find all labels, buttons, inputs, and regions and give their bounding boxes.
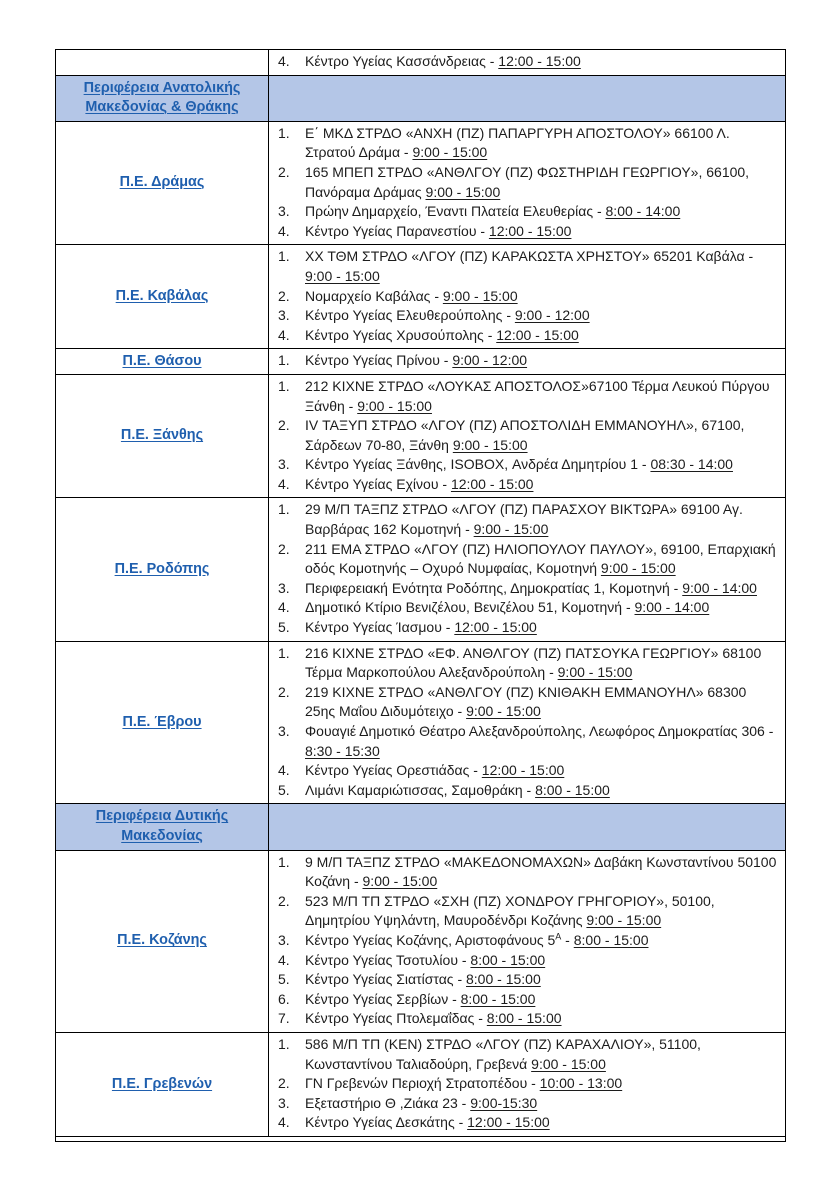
item-number: 1. xyxy=(278,853,290,870)
item-text: Κέντρο Υγείας Κασσάνδρειας - 12:00 - 15:00 xyxy=(305,53,581,69)
item-number: 4. xyxy=(278,951,290,968)
list-item xyxy=(269,1094,779,1114)
hours-range: 8:00 - 15:00 xyxy=(460,990,536,1007)
empty-cell xyxy=(269,75,786,121)
region-name-cell xyxy=(56,349,269,375)
list-item xyxy=(269,306,779,326)
hours-range: 12:00 - 15:00 xyxy=(450,475,534,492)
region-link[interactable]: Π.Ε. Δράμας xyxy=(119,174,205,191)
table-bottom-rule xyxy=(56,1136,786,1141)
item-number: 3. xyxy=(278,203,290,220)
list-item xyxy=(269,500,779,539)
region-header-link[interactable]: Περιφέρεια Ανατολικής Μακεδονίας & Θράκης xyxy=(83,79,241,116)
item-text: Κέντρο Υγείας Παρανεστίου - 12:00 - 15:00 xyxy=(305,222,572,239)
hours-range: 9:00-15:30 xyxy=(470,1094,538,1111)
item-number: 4. xyxy=(278,326,290,343)
item-text: 211 ΕΜΑ ΣΤΡΔΟ «ΛΓΟΥ (ΠΖ) ΗΛΙΟΠΟΥΛΟΥ ΠΑΥΛΟΥ», 69100, Επαρχιακή οδός Κομοτηνής – Οχυρό Νυμφαίας, Κομοτηνή 9:00 - 15:00 xyxy=(305,540,776,577)
item-text: 586 Μ/Π ΤΠ (ΚΕΝ) ΣΤΡΔΟ «ΛΓΟΥ (ΠΖ) ΚΑΡΑΧΑΛΙΟΥ», 51100, Κωνσταντίνου Ταλιαδούρη, Γρεβενά 9:00 - 15:00 xyxy=(305,1035,701,1072)
list-item xyxy=(269,475,779,495)
region-name-cell xyxy=(56,641,269,804)
hours-range: 12:00 - 15:00 xyxy=(481,762,565,779)
hours-range: 08:30 - 14:00 xyxy=(650,456,733,473)
hours-range: 9:00 - 15:00 xyxy=(425,183,501,200)
hours-range: 8:00 - 15:00 xyxy=(486,1010,562,1027)
list-item xyxy=(269,377,779,416)
item-text: Κέντρο Υγείας Πτολεμαΐδας - 8:00 - 15:00 xyxy=(305,1010,562,1027)
hours-range: 8:00 - 15:00 xyxy=(535,781,610,798)
item-number: 4. xyxy=(278,599,290,616)
hours-range: 9:00 - 12:00 xyxy=(452,352,528,369)
empty-cell xyxy=(269,804,786,850)
hours-range: 10:00 - 13:00 xyxy=(539,1075,623,1092)
item-text: Κέντρο Υγείας Σερβίων - 8:00 - 15:00 xyxy=(305,990,536,1007)
item-text: Κέντρο Υγείας Ίασμου - 12:00 - 15:00 xyxy=(305,619,537,636)
item-number: 4. xyxy=(278,1114,290,1131)
list-item xyxy=(269,351,779,371)
hours-range: 12:00 - 15:00 xyxy=(454,619,537,636)
hours-range: 12:00 - 15:00 xyxy=(498,53,581,69)
region-link[interactable]: Π.Ε. Γρεβενών xyxy=(111,1075,213,1092)
list-item xyxy=(269,163,779,202)
item-text: Εξεταστήριο Θ ,Ζιάκα 23 - 9:00-15:30 xyxy=(305,1094,538,1111)
list-item xyxy=(269,1035,779,1074)
item-text: ΓΝ Γρεβενών Περιοχή Στρατοπέδου - 10:00 - 13:00 xyxy=(305,1075,623,1092)
list-item xyxy=(269,52,779,72)
list-item xyxy=(269,683,779,722)
region-link[interactable]: Π.Ε. Καβάλας xyxy=(115,288,209,305)
item-text: Νομαρχείο Καβάλας - 9:00 - 15:00 xyxy=(305,287,518,304)
item-number: 3. xyxy=(278,1094,290,1111)
list-item xyxy=(269,326,779,346)
region-header-row xyxy=(56,804,786,850)
schedule-table xyxy=(55,49,786,1142)
item-number: 1. xyxy=(278,644,290,661)
hours-range: 9:00 - 15:00 xyxy=(473,521,549,538)
hours-range: 8:00 - 15:00 xyxy=(466,971,541,988)
list-item xyxy=(269,579,779,599)
table-row xyxy=(56,121,786,245)
hours-range: 9:00 - 15:00 xyxy=(531,1055,606,1072)
sites-list-cell xyxy=(269,245,786,349)
list-item xyxy=(269,416,779,455)
item-text: 29 Μ/Π ΤΑΞΠΖ ΣΤΡΔΟ «ΛΓΟΥ (ΠΖ) ΠΑΡΑΣΧΟΥ ΒΙΚΤΩΡΑ» 69100 Αγ. Βαρβάρας 162 Κομοτηνή - 9:00 - 15:00 xyxy=(305,501,743,538)
hours-range: 9:00 - 15:00 xyxy=(557,664,633,681)
item-text: ΧΧ ΤΘΜ ΣΤΡΔΟ «ΛΓΟΥ (ΠΖ) ΚΑΡΑΚΩΣΤΑ ΧΡΗΣΤΟΥ» 65201 Καβάλα - 9:00 - 15:00 xyxy=(305,248,754,284)
table-row xyxy=(56,641,786,804)
sites-list-cell xyxy=(269,641,786,804)
item-number: 1. xyxy=(278,501,290,518)
item-number: 5. xyxy=(278,619,290,636)
hours-range: 9:00 - 12:00 xyxy=(514,307,590,324)
hours-range: 9:00 - 15:00 xyxy=(586,912,662,929)
sites-list-cell xyxy=(269,498,786,641)
hours-range: 12:00 - 15:00 xyxy=(467,1114,550,1131)
item-text: Δημοτικό Κτίριο Βενιζέλου, Βενιζέλου 51, Κομοτηνή - 9:00 - 14:00 xyxy=(305,599,710,616)
hours-range: 9:00 - 14:00 xyxy=(682,579,757,596)
item-number: 3. xyxy=(278,307,290,324)
list-item xyxy=(269,990,779,1010)
superscript: Α xyxy=(555,931,562,942)
sites-list-cell xyxy=(269,349,786,375)
sites-list-cell xyxy=(269,50,786,76)
list-item xyxy=(269,970,779,990)
item-text: Κέντρο Υγείας Ξάνθης, ISOBOX, Ανδρέα Δημητρίου 1 - 08:30 - 14:00 xyxy=(305,456,733,473)
item-number: 2. xyxy=(278,540,290,557)
item-number: 1. xyxy=(278,248,290,265)
list-item xyxy=(269,761,779,781)
list-item xyxy=(269,853,779,892)
item-text: Πρώην Δημαρχείο, Έναντι Πλατεία Ελευθερίας - 8:00 - 14:00 xyxy=(305,203,681,220)
list-item xyxy=(269,644,779,683)
item-number: 1. xyxy=(278,352,290,369)
hours-range: 9:00 - 15:00 xyxy=(452,436,528,453)
hours-range: 9:00 - 14:00 xyxy=(634,599,710,616)
item-number: 6. xyxy=(278,990,290,1007)
list-item xyxy=(269,124,779,163)
item-text: 219 ΚΙΧΝΕ ΣΤΡΔΟ «ΑΝΘΛΓΟΥ (ΠΖ) ΚΝΙΘΑΚΗ ΕΜΜΑΝΟΥΗΛ» 68300 25ης Μαΐου Διδυμότειχο - 9:00 - 15:00 xyxy=(305,683,747,720)
item-number: 5. xyxy=(278,781,290,798)
item-number: 4. xyxy=(278,475,290,492)
sites-list-cell xyxy=(269,121,786,245)
item-number: 1. xyxy=(278,377,290,394)
item-text: 165 ΜΠΕΠ ΣΤΡΔΟ «ΑΝΘΛΓΟΥ (ΠΖ) ΦΩΣΤΗΡΙΔΗ ΓΕΩΡΓΙΟΥ», 66100, Πανόραμα Δράμας 9:00 - 15:00 xyxy=(305,163,750,200)
item-text: Ε΄ ΜΚΔ ΣΤΡΔΟ «ΑΝΧΗ (ΠΖ) ΠΑΠΑΡΓΥΡΗ ΑΠΟΣΤΟΛΟΥ» 66100 Λ. Στρατού Δράμα - 9:00 - 15:00 xyxy=(305,124,730,161)
item-text: Κέντρο Υγείας Ορεστιάδας - 12:00 - 15:00 xyxy=(305,762,565,779)
item-number: 5. xyxy=(278,971,290,988)
list-item xyxy=(269,1113,779,1133)
item-text: Περιφερειακή Ενότητα Ροδόπης, Δημοκρατίας 1, Κομοτηνή - 9:00 - 14:00 xyxy=(305,579,757,596)
item-text: 216 ΚΙΧΝΕ ΣΤΡΔΟ «ΕΦ. ΑΝΘΛΓΟΥ (ΠΖ) ΠΑΤΣΟΥΚΑ ΓΕΩΡΓΙΟΥ» 68100 Τέρμα Μαρκοπούλου Αλεξανδρούπολη - 9:00 - 15:00 xyxy=(305,644,762,681)
region-link[interactable]: Π.Ε. Ροδόπης xyxy=(114,560,210,577)
region-link[interactable]: Π.Ε. Κοζάνης xyxy=(117,932,207,949)
list-item xyxy=(269,455,779,475)
region-header-row xyxy=(56,75,786,121)
list-item xyxy=(269,540,779,579)
table-row xyxy=(56,349,786,375)
region-link[interactable]: Π.Ε. Ξάνθης xyxy=(120,427,204,444)
item-number: 4. xyxy=(278,762,290,779)
item-number: 3. xyxy=(278,579,290,596)
item-text: Κέντρο Υγείας Ελευθερούπολης - 9:00 - 12:00 xyxy=(305,307,590,324)
table-row xyxy=(56,50,786,76)
list-item xyxy=(269,598,779,618)
region-header-cell xyxy=(56,75,269,121)
table-row xyxy=(56,498,786,641)
region-name-cell xyxy=(56,498,269,641)
hours-range: 9:00 - 15:00 xyxy=(357,397,432,414)
list-item xyxy=(269,781,779,801)
hours-range: 9:00 - 15:00 xyxy=(466,703,541,720)
item-number: 2. xyxy=(278,892,290,909)
table-row xyxy=(56,245,786,349)
item-text: IV ΤΑΞΥΠ ΣΤΡΔΟ «ΛΓΟΥ (ΠΖ) ΑΠΟΣΤΟΛΙΔΗ ΕΜΜΑΝΟΥΗΛ», 67100, Σάρδεων 70-80, Ξάνθη 9:00 - 15:00 xyxy=(305,417,745,453)
item-number: 2. xyxy=(278,163,290,180)
list-item xyxy=(269,618,779,638)
item-text: 9 Μ/Π ΤΑΞΠΖ ΣΤΡΔΟ «ΜΑΚΕΔΟΝΟΜΑΧΩΝ» Δαβάκη Κωνσταντίνου 50100 Κοζάνη - 9:00 - 15:00 xyxy=(305,853,777,890)
list-item xyxy=(269,247,779,286)
item-text: 212 ΚΙΧΝΕ ΣΤΡΔΟ «ΛΟΥΚΑΣ ΑΠΟΣΤΟΛΟΣ»67100 Τέρμα Λευκού Πύργου Ξάνθη - 9:00 - 15:00 xyxy=(305,377,770,414)
hours-range: 8:30 - 15:30 xyxy=(305,742,380,759)
item-number: 7. xyxy=(278,1010,290,1027)
hours-range: 9:00 - 15:00 xyxy=(305,267,380,284)
hours-range: 8:00 - 15:00 xyxy=(573,931,649,948)
list-item xyxy=(269,202,779,222)
item-number: 2. xyxy=(278,417,290,434)
item-number: 2. xyxy=(278,287,290,304)
region-name-cell xyxy=(56,1032,269,1136)
list-item xyxy=(269,1009,779,1029)
region-header-cell xyxy=(56,804,269,850)
item-number: 3. xyxy=(278,931,290,948)
list-item xyxy=(269,892,779,931)
region-name-cell xyxy=(56,121,269,245)
region-name-cell xyxy=(56,50,269,76)
region-link[interactable]: Π.Ε. Έβρου xyxy=(122,713,202,730)
item-text: Κέντρο Υγείας Πρίνου - 9:00 - 12:00 xyxy=(305,352,528,369)
item-text: Λιμάνι Καμαριώτισσας, Σαμοθράκη - 8:00 - 15:00 xyxy=(305,781,610,798)
hours-range: 8:00 - 15:00 xyxy=(470,951,546,968)
table-row xyxy=(56,374,786,498)
item-text: Κέντρο Υγείας Δεσκάτης - 12:00 - 15:00 xyxy=(305,1114,550,1131)
hours-range: 9:00 - 15:00 xyxy=(412,144,488,161)
region-name-cell xyxy=(56,850,269,1032)
sites-list-cell xyxy=(269,1032,786,1136)
list-item xyxy=(269,722,779,761)
item-text: Φουαγιέ Δημοτικό Θέατρο Αλεξανδρούπολης, Λεωφόρος Δημοκρατίας 306 - 8:30 - 15:30 xyxy=(305,723,774,759)
item-number: 4. xyxy=(278,222,290,239)
list-item xyxy=(269,951,779,971)
sites-list-cell xyxy=(269,850,786,1032)
item-text: Κέντρο Υγείας Σιατίστας - 8:00 - 15:00 xyxy=(305,971,541,988)
item-number: 2. xyxy=(278,683,290,700)
hours-range: 12:00 - 15:00 xyxy=(488,222,572,239)
item-number: 3. xyxy=(278,456,290,473)
item-number: 3. xyxy=(278,723,290,739)
sites-list-cell xyxy=(269,374,786,498)
hours-range: 8:00 - 14:00 xyxy=(605,203,681,220)
list-item xyxy=(269,931,779,951)
item-number: 4. xyxy=(278,53,290,69)
hours-range: 9:00 - 15:00 xyxy=(362,873,438,890)
list-item xyxy=(269,1074,779,1094)
item-text: Κέντρο Υγείας Τσοτυλίου - 8:00 - 15:00 xyxy=(305,951,546,968)
item-number: 1. xyxy=(278,124,290,141)
item-text: 523 Μ/Π ΤΠ ΣΤΡΔΟ «ΣΧΗ (ΠΖ) ΧΟΝΔΡΟΥ ΓΡΗΓΟΡΙΟΥ», 50100, Δημητρίου Υψηλάντη, Μαυροδένδρι Κοζάνης 9:00 - 15:00 xyxy=(305,892,715,929)
list-item xyxy=(269,222,779,242)
hours-range: 12:00 - 15:00 xyxy=(496,326,579,343)
item-text: Κέντρο Υγείας Κοζάνης, Αριστοφάνους $5^A$ - 8:00 - 15:00 xyxy=(305,931,649,948)
table-row xyxy=(56,1032,786,1136)
item-text: Κέντρο Υγείας Εχίνου - 12:00 - 15:00 xyxy=(305,475,534,492)
table-row xyxy=(56,850,786,1032)
hours-range: 9:00 - 15:00 xyxy=(442,287,518,304)
region-link[interactable]: Π.Ε. Θάσου xyxy=(122,352,202,369)
hours-range: 9:00 - 15:00 xyxy=(600,560,676,577)
item-number: 2. xyxy=(278,1075,290,1092)
region-name-cell xyxy=(56,245,269,349)
item-number: 1. xyxy=(278,1035,290,1052)
region-name-cell xyxy=(56,374,269,498)
list-item xyxy=(269,287,779,307)
region-header-link[interactable]: Περιφέρεια Δυτικής Μακεδονίας xyxy=(95,808,229,844)
item-text: Κέντρο Υγείας Χρυσούπολης - 12:00 - 15:00 xyxy=(305,326,579,343)
